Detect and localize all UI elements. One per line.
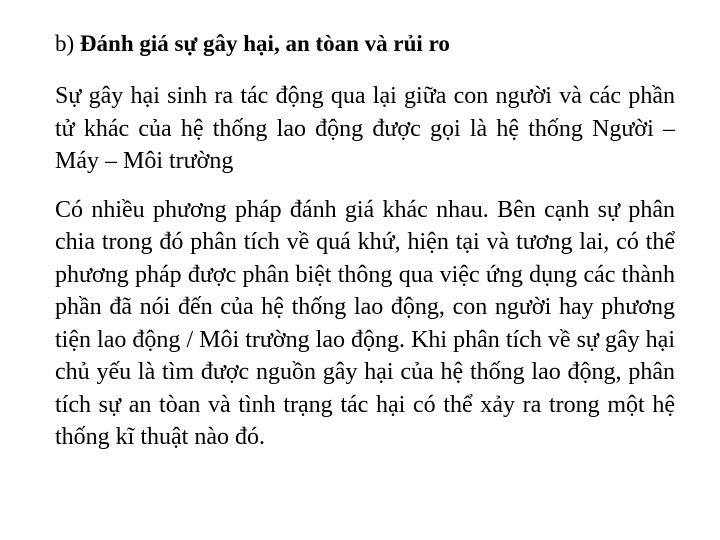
section-heading [55, 28, 675, 60]
paragraph-definition: Sự gây hại sinh ra tác động qua lại giữa con người và các phần tử khác của hệ thống lao động được gọi là hệ thống Người – Máy – Môi trường [55, 83, 675, 174]
slide-content [55, 28, 675, 454]
heading-prefix: b) [55, 31, 80, 56]
heading-title: Đánh giá sự gây hại, an tòan và rủi ro [79, 31, 450, 56]
paragraph-methods: Có nhiều phương pháp đánh giá khác nhau. Bên cạnh sự phân chia trong đó phân tích về quá khứ, hiện tại và tương lai, có thể phương pháp được phân biệt thông qua việc ứng dụng các thành phần đã nói đến của hệ thống lao động, con người hay phương tiện lao động / Môi trường lao động. Khi phân tích về sự gây hại chủ yếu là tìm được nguồn gây hại của hệ thống lao động, phân tích sự an tòan và tình trạng tác hại có thể xảy ra trong một hệ thống kĩ thuật nào đó. [55, 196, 675, 450]
